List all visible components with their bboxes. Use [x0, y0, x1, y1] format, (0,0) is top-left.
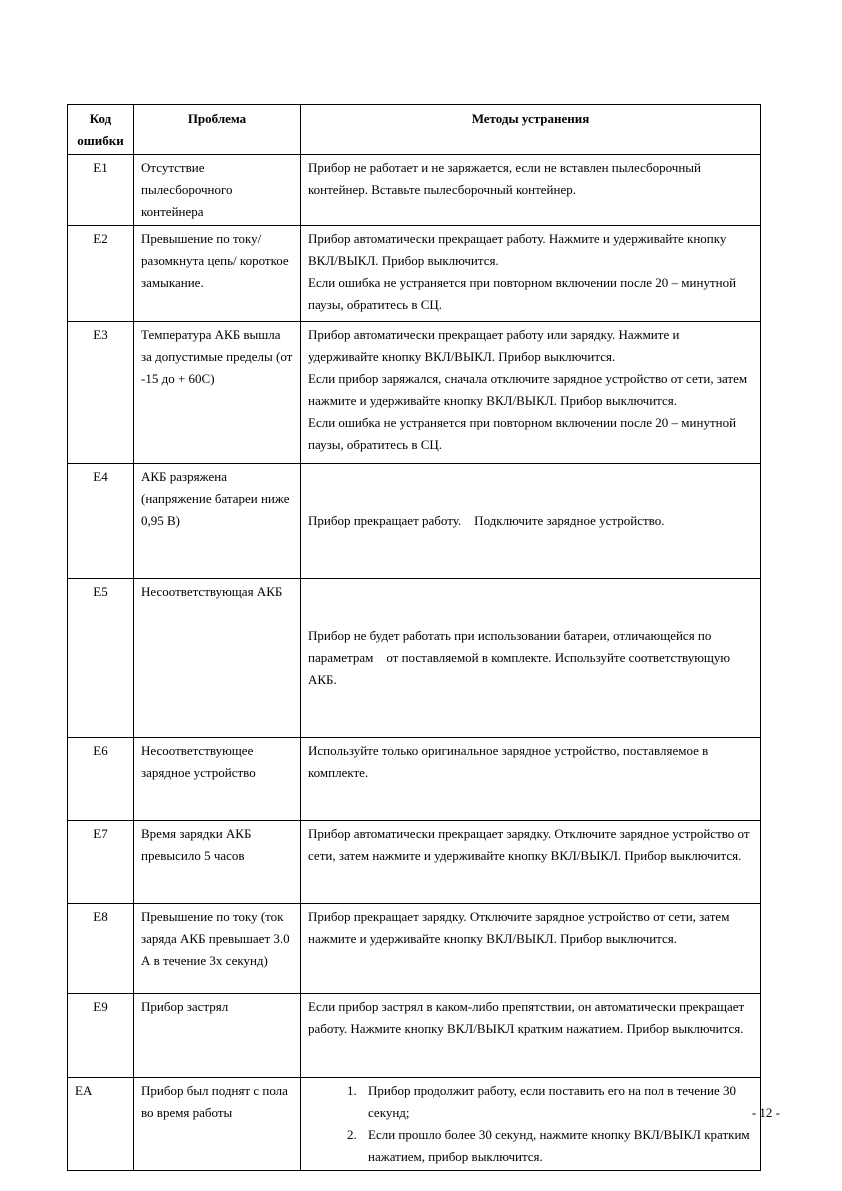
fix-cell [301, 738, 761, 821]
table-row [68, 464, 761, 579]
fix-line: Если ошибка не устраняется при повторном включении после 20 – минутной паузы, обратитесь в СЦ. [308, 415, 737, 452]
table-row [68, 322, 761, 464]
problem-cell: Прибор застрял [134, 994, 301, 1078]
error-code: E5 [68, 579, 134, 738]
fix-line: Прибор не работает и не заряжается, если не вставлен пылесборочный контейнер. Вставьте пылесборочный контейнер. [308, 160, 701, 197]
problem-cell: АКБ разряжена (напряжение батареи ниже 0,95 В) [134, 464, 301, 579]
table-row [68, 738, 761, 821]
error-code: E8 [68, 904, 134, 994]
fix-cell [301, 821, 761, 904]
fix-cell [301, 994, 761, 1078]
fix-cell [301, 904, 761, 994]
error-code: E6 [68, 738, 134, 821]
problem-cell: Время зарядки АКБ превысило 5 часов [134, 821, 301, 904]
problem-cell: Температура АКБ вышла за допустимые пределы (от -15 до + 60С) [134, 322, 301, 464]
header-problem: Проблема [134, 105, 301, 155]
fix-line: Прибор прекращает зарядку. Отключите зарядное устройство от сети, затем нажмите и удерживайте кнопку ВКЛ/ВЫКЛ. Прибор выключится. [308, 909, 730, 946]
fix-steps-list [308, 1080, 753, 1168]
table-row [68, 579, 761, 738]
page-number: - 12 - [751, 1105, 780, 1120]
error-code: E2 [68, 226, 134, 322]
fix-line: Прибор прекращает работу. Подключите зарядное устройство. [308, 513, 665, 528]
problem-cell: Превышение по току/ разомкнута цепь/ короткое замыкание. [134, 226, 301, 322]
header-code: Код ошибки [68, 105, 134, 155]
fix-cell [301, 464, 761, 579]
fix-cell [301, 1078, 761, 1171]
error-code: E7 [68, 821, 134, 904]
table-row [68, 821, 761, 904]
fix-cell [301, 155, 761, 226]
error-code: E3 [68, 322, 134, 464]
table-row [68, 994, 761, 1078]
problem-cell: Несоответствующее зарядное устройство [134, 738, 301, 821]
error-code: E9 [68, 994, 134, 1078]
fix-line: Прибор не будет работать при использовании батареи, отличающейся по параметрам от поставляемой в комплекте. Используйте соответствующую АКБ. [308, 628, 734, 687]
fix-line: Прибор автоматически прекращает работу или зарядку. Нажмите и удерживайте кнопку ВКЛ/ВЫКЛ. Прибор выключится. [308, 327, 680, 364]
table-row [68, 904, 761, 994]
table-row [68, 155, 761, 226]
error-code: E4 [68, 464, 134, 579]
fix-line: Если прибор заряжался, сначала отключите зарядное устройство от сети, затем нажмите и удерживайте кнопку ВКЛ/ВЫКЛ. Прибор выключится. [308, 371, 748, 408]
list-item: 1. Прибор продолжит работу, если поставить его на пол в течение 30 секунд; [360, 1080, 753, 1124]
table-row [68, 1078, 761, 1171]
fix-line: Если ошибка не устраняется при повторном включении после 20 – минутной паузы, обратитесь в СЦ. [308, 275, 737, 312]
fix-line: Прибор автоматически прекращает работу. Нажмите и удерживайте кнопку ВКЛ/ВЫКЛ. Прибор выключится. [308, 231, 727, 268]
error-code: EA [68, 1078, 134, 1171]
problem-cell: Несоответствующая АКБ [134, 579, 301, 738]
table-header-row [68, 105, 761, 155]
fix-line: Используйте только оригинальное зарядное устройство, поставляемое в комплекте. [308, 743, 709, 780]
list-item: 2. Если прошло более 30 секунд, нажмите кнопку ВКЛ/ВЫКЛ кратким нажатием, прибор выключится. [360, 1124, 753, 1168]
error-code: E1 [68, 155, 134, 226]
fix-cell [301, 322, 761, 464]
error-codes-table [67, 104, 761, 1171]
fix-cell [301, 226, 761, 322]
fix-cell [301, 579, 761, 738]
table-row [68, 226, 761, 322]
header-fix: Методы устранения [301, 105, 761, 155]
fix-line: Если прибор застрял в каком-либо препятствии, он автоматически прекращает работу. Нажмите кнопку ВКЛ/ВЫКЛ кратким нажатием. Прибор выключится. [308, 999, 745, 1036]
problem-cell: Прибор был поднят с пола во время работы [134, 1078, 301, 1171]
problem-cell: Превышение по току (ток заряда АКБ превышает 3.0 А в течение 3х секунд) [134, 904, 301, 994]
fix-line: Прибор автоматически прекращает зарядку. Отключите зарядное устройство от сети, затем нажмите и удерживайте кнопку ВКЛ/ВЫКЛ. Прибор выключится. [308, 826, 750, 863]
problem-cell: Отсутствие пылесборочного контейнера [134, 155, 301, 226]
